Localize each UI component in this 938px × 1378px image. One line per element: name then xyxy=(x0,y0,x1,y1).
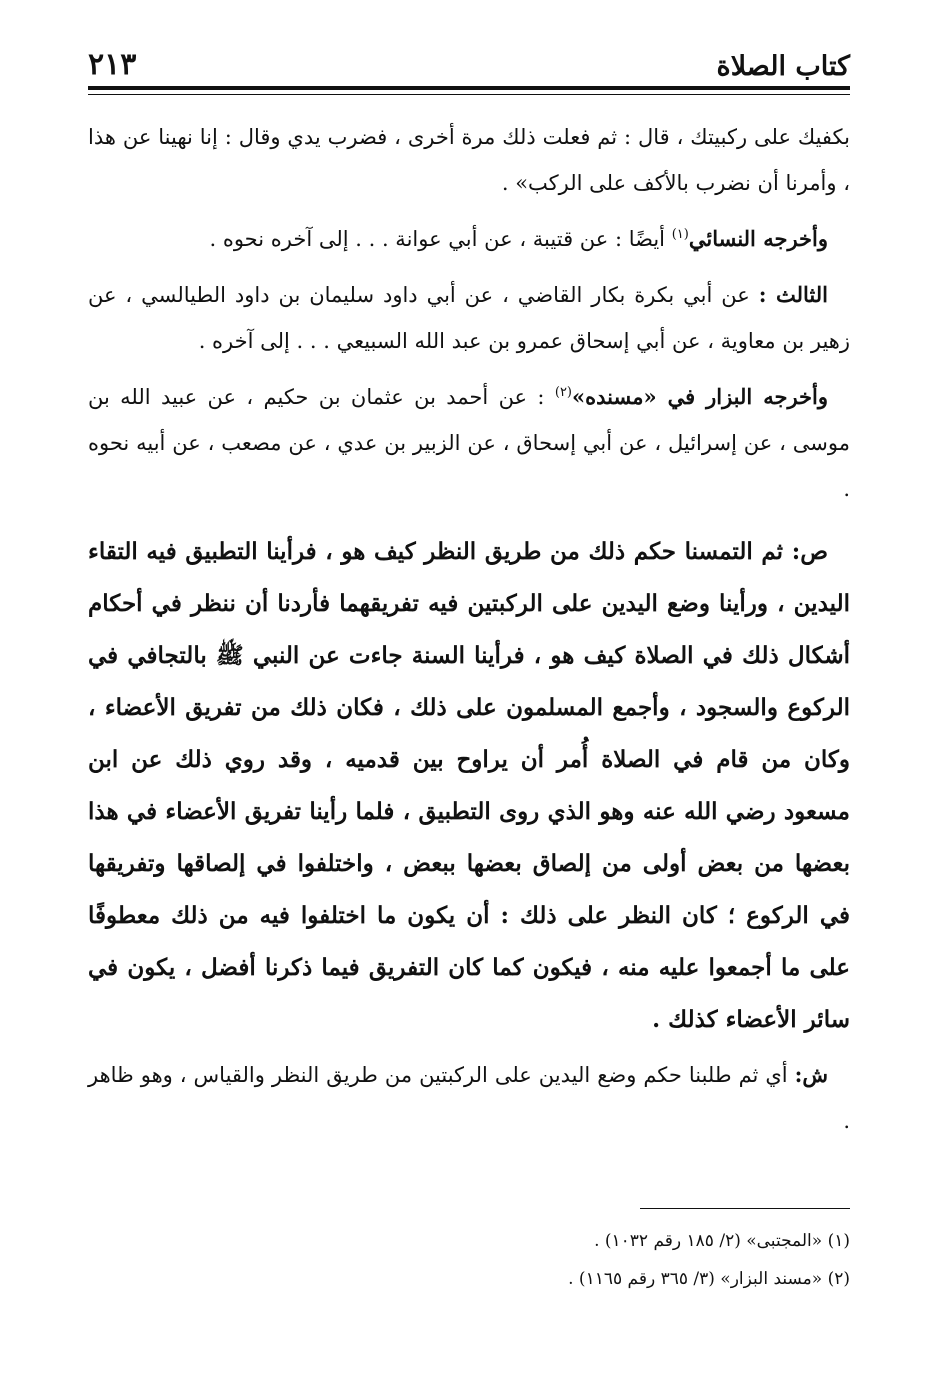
page-header xyxy=(88,38,850,82)
footnote-ref: (٢) xyxy=(554,385,572,400)
header-rule-thick xyxy=(88,86,850,90)
paragraph-lead: وأخرجه البزار في «مسنده» xyxy=(572,384,828,409)
sharh-paragraph xyxy=(88,1052,850,1144)
header-rule-thin xyxy=(88,94,850,95)
book-title: كتاب الصلاة xyxy=(716,51,850,82)
paragraph-text: : عن أحمد بن عثمان بن حكيم ، عن عبيد الله بن موسى ، عن إسرائيل ، عن أبي إسحاق ، عن الزبير بن عدي ، عن مصعب ، عن أبيه نحوه . xyxy=(88,385,850,501)
paragraph-lead: وأخرجه النسائي xyxy=(688,226,828,251)
paragraph-lead: الثالث : xyxy=(758,282,828,307)
paragraph-text: أيضًا : عن قتيبة ، عن أبي عوانة . . . إلى آخره نحوه . xyxy=(209,227,672,251)
matn-paragraph: ص: ثم التمسنا حكم ذلك من طريق النظر كيف هو ، فرأينا التطبيق فيه التقاء اليدين ، ورأينا وضع اليدين على الركبتين فيه تفريقهما فأردنا أن ننظر في أحكام أشكال ذلك في الصلاة كيف هو ، فرأينا السنة جاءت عن النبي ﷺ بالتجافي في الركوع والسجود ، وأجمع المسلمون على ذلك ، فكان ذلك من تفريق الأعضاء ، وكان من قام في الصلاة أُمر أن يراوح بين قدميه ، وقد روي ذلك عن ابن مسعود رضي الله عنه وهو الذي روى التطبيق ، فلما رأينا تفريق الأعضاء في هذا بعضها من بعض أولى من إلصاق بعضها ببعض ، واختلفوا في إلصاقها وتفريقها في الركوع ؛ كان النظر على ذلك : أن يكون ما اختلفوا فيه من ذلك معطوفًا على ما أجمعوا عليه منه ، فيكون كما كان التفريق فيما ذكرنا أفضل ، يكون في سائر الأعضاء كذلك . xyxy=(88,538,850,1033)
paragraph-text: أي ثم طلبنا حكم وضع اليدين على الركبتين من طريق النظر والقياس ، وهو ظاهر . xyxy=(88,1063,850,1133)
paragraph-text: عن أبي بكرة بكار القاضي ، عن أبي داود سليمان بن داود الطيالسي ، عن زهير بن معاوية ، عن أبي إسحاق عمرو بن عبد الله السبيعي . . . إلى آخره . xyxy=(88,283,850,353)
footnote-1: (١) «المجتبى» (٢/ ١٨٥ رقم ١٠٣٢) . xyxy=(594,1231,850,1251)
paragraph-nasai xyxy=(88,216,850,262)
footnotes xyxy=(88,1222,850,1298)
main-text xyxy=(88,114,850,1144)
paragraph-lead: ش: xyxy=(794,1062,828,1087)
paragraph-continuation: بكفيك على ركبيتك ، قال : ثم فعلت ذلك مرة أخرى ، فضرب يدي وقال : إنا نهينا عن هذا ، وأمرنا أن نضرب بالأكف على الركب» . xyxy=(88,125,850,195)
footnote-2: (٢) «مسند البزار» (٣/ ٣٦٥ رقم ١١٦٥) . xyxy=(568,1269,850,1289)
footnote-separator xyxy=(640,1208,850,1209)
footnote-ref: (١) xyxy=(671,227,689,242)
paragraph-third xyxy=(88,272,850,364)
page-number: ٢١٣ xyxy=(88,47,137,82)
paragraph-bazzar xyxy=(88,374,850,512)
